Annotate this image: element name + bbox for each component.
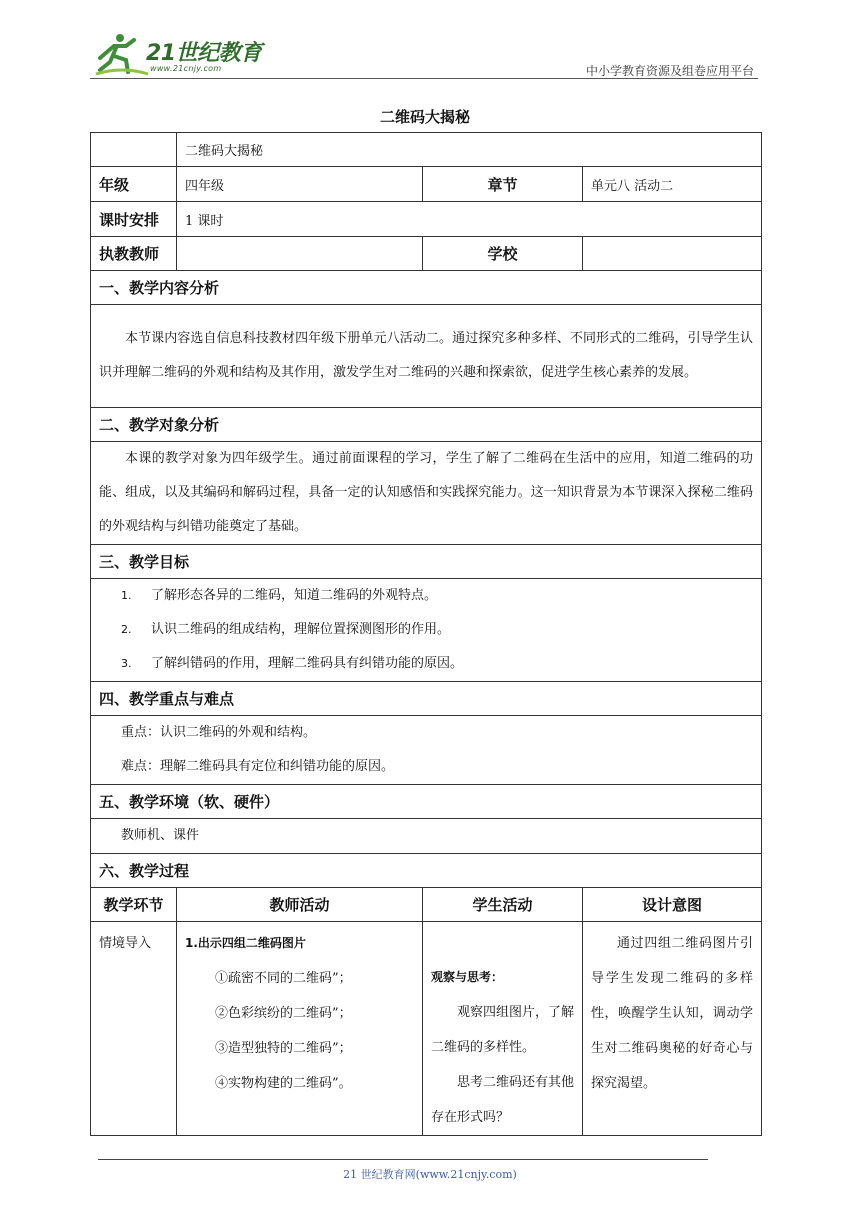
section-key-title: 四、教学重点与难点 <box>91 682 762 716</box>
goals-list <box>91 579 762 682</box>
process-row <box>91 922 762 1136</box>
platform-name: 中小学教育资源及组卷应用平台 <box>585 64 754 78</box>
content-analysis-text: 本节课内容选自信息科技教材四年级下册单元八活动二。通过探究多种多样、不同形式的二维码，引导学生认识并理解二维码的外观和结构及其作用，激发学生对二维码的兴趣和探索欲，促进学生核心素养的发展。 <box>91 305 762 408</box>
key-point: 重点：认识二维码的外观和结构。 <box>121 725 317 740</box>
logo <box>92 30 272 78</box>
section-goals-title: 三、教学目标 <box>91 545 762 579</box>
list-item: ①疏密不同的二维码”； <box>215 971 352 986</box>
logo-text: 21世纪教育 <box>146 41 262 66</box>
header-stage: 教学环节 <box>91 888 177 922</box>
runner-logo-icon <box>92 30 152 78</box>
chapter-label: 章节 <box>423 167 583 202</box>
list-item: 3. 了解纠错码的作用，理解二维码具有纠错功能的原因。 <box>121 656 464 671</box>
design-intent-cell: 通过四组二维码图片引导学生发现二维码的多样性，唤醒学生认知，调动学生对二维码奥秘的好奇心与探究渴望。 <box>583 922 762 1136</box>
header-intent: 设计意图 <box>583 888 762 922</box>
topic-row <box>91 133 762 167</box>
object-analysis-text: 本课的教学对象为四年级学生。通过前面课程的学习，学生了解了二维码在生活中的应用，知道二维码的功能、组成，以及其编码和解码过程，具备一定的认知感悟和实践探究能力。这一知识背景为本节课深入探秘二维码的外观结构与纠错功能奠定了基础。 <box>91 442 762 545</box>
header-divider <box>90 78 758 79</box>
school-label: 学校 <box>423 237 583 271</box>
stage-cell: 情境导入 <box>91 922 177 1136</box>
list-item: 1. 了解形态各异的二维码，知道二维码的外观特点。 <box>121 588 438 603</box>
logo-url: www.21cnjy.com <box>150 64 222 73</box>
list-item: ④实物构建的二维码”。 <box>215 1076 352 1091</box>
section-object-title: 二、教学对象分析 <box>91 408 762 442</box>
grade-label: 年级 <box>91 167 177 202</box>
topic-label-cell <box>91 133 177 167</box>
student-activity-head: 观察与思考： <box>431 970 504 984</box>
school-value <box>583 237 762 271</box>
chapter-value: 单元八 活动二 <box>583 167 762 202</box>
schedule-label: 课时安排 <box>91 202 177 237</box>
key-points <box>91 716 762 785</box>
process-header-row <box>91 888 762 922</box>
student-activity-text: 观察四组图片，了解二维码的多样性。 <box>431 1005 575 1055</box>
document-title: 二维码大揭秘 <box>379 108 470 126</box>
teacher-label: 执教教师 <box>91 237 177 271</box>
schedule-row <box>91 202 762 237</box>
section-process-title: 六、教学过程 <box>91 854 762 888</box>
schedule-value: 1 课时 <box>177 202 762 237</box>
student-activity-question: 思考二维码还有其他存在形式吗？ <box>431 1075 575 1125</box>
page-footer: 21 世纪教育网(www.21cnjy.com) <box>343 1168 517 1181</box>
list-item: ③造型独特的二维码”； <box>215 1041 352 1056</box>
grade-value: 四年级 <box>177 167 423 202</box>
header-teacher: 教师活动 <box>177 888 423 922</box>
section-content-title: 一、教学内容分析 <box>91 271 762 305</box>
topic-value: 二维码大揭秘 <box>177 133 762 167</box>
section-env-title: 五、教学环境（软、硬件） <box>91 785 762 819</box>
lesson-plan-table <box>90 132 762 1136</box>
footer-divider <box>98 1159 708 1160</box>
grade-row <box>91 167 762 202</box>
list-item: 2. 认识二维码的组成结构，理解位置探测图形的作用。 <box>121 622 451 637</box>
student-activity-cell <box>423 922 583 1136</box>
page-header <box>90 30 758 80</box>
teacher-activity-cell <box>177 922 423 1136</box>
env-text: 教师机、课件 <box>121 828 200 843</box>
teacher-activity-head: 1.出示四组二维码图片 <box>185 936 306 950</box>
difficulty-point: 难点：理解二维码具有定位和纠错功能的原因。 <box>121 759 395 774</box>
teacher-row <box>91 237 762 271</box>
env-cell <box>91 819 762 854</box>
teacher-value <box>177 237 423 271</box>
list-item: ②色彩缤纷的二维码”； <box>215 1006 352 1021</box>
header-student: 学生活动 <box>423 888 583 922</box>
